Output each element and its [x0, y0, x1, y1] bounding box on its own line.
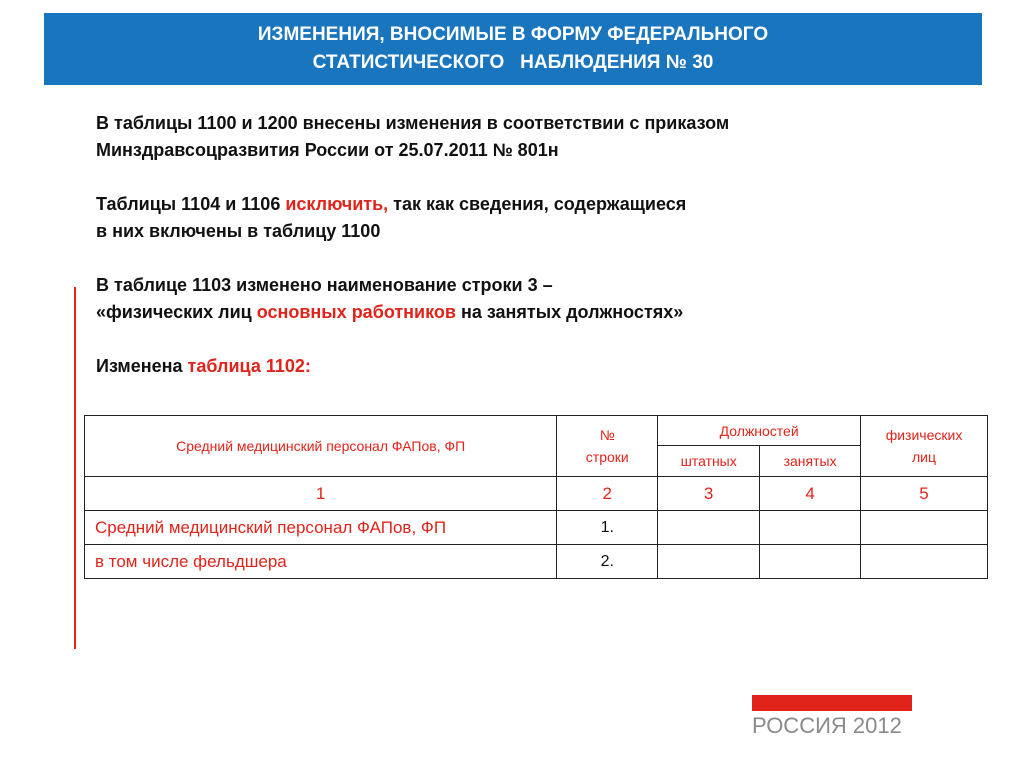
paragraph-4-line [96, 353, 956, 380]
paragraph-1-line-1: В таблицы 1100 и 1200 внесены изменения в соответствии с приказом [96, 113, 730, 133]
paragraph-2 [96, 191, 956, 245]
header-col-individuals-line-2: лиц [912, 449, 937, 465]
table-row [85, 511, 988, 545]
paragraph-3-line-2 [96, 299, 956, 326]
paragraph-1 [96, 110, 956, 164]
left-accent-line [74, 287, 76, 649]
footer-accent-bar [752, 695, 912, 711]
paragraph-2-text-a: Таблицы 1104 и 1106 [96, 194, 286, 214]
column-number: 4 [760, 477, 861, 511]
table-cell [760, 511, 861, 545]
title-banner [44, 13, 982, 85]
row-number: 1. [557, 511, 658, 545]
paragraph-3-text-a: «физических лиц [96, 302, 257, 322]
paragraph-3-line-1: В таблице 1103 изменено наименование строки 3 – [96, 275, 553, 295]
footer-text: РОССИЯ 2012 [752, 713, 902, 738]
header-group-positions: Должностей [658, 416, 861, 446]
column-number: 1 [85, 477, 557, 511]
header-col-individuals [861, 416, 988, 477]
paragraph-4-highlight: таблица 1102: [187, 356, 311, 376]
column-number: 5 [861, 477, 988, 511]
paragraph-2-line-1 [96, 191, 956, 218]
header-col-row-number-line-2: строки [585, 449, 629, 465]
title-line-1: ИЗМЕНЕНИЯ, ВНОСИМЫЕ В ФОРМУ ФЕДЕРАЛЬНОГО [257, 24, 769, 45]
header-sub-occupied: занятых [760, 446, 861, 477]
header-sub-staff: штатных [658, 446, 760, 477]
header-col-row-number [557, 416, 658, 477]
paragraph-2-line-2: в них включены в таблицу 1100 [96, 221, 381, 241]
paragraph-4-text: Изменена [96, 356, 188, 376]
paragraph-3-text-b: на занятых должностях» [455, 302, 684, 322]
table-cell [861, 545, 988, 579]
table-cell [861, 511, 988, 545]
paragraph-2-text-b: так как сведения, содержащиеся [388, 194, 687, 214]
table-row [85, 545, 988, 579]
paragraph-2-highlight: исключить, [285, 194, 389, 214]
column-number: 2 [557, 477, 658, 511]
body-text [96, 110, 956, 407]
paragraph-4 [96, 353, 956, 380]
row-number: 2. [557, 545, 658, 579]
table-cell [658, 545, 760, 579]
table-header-row-1 [85, 416, 988, 446]
table-numbering-row [85, 477, 988, 511]
title-line-2: СТАТИСТИЧЕСКОГО НАБЛЮДЕНИЯ № 30 [312, 52, 714, 73]
paragraph-3-highlight: основных работников [256, 302, 456, 322]
column-number: 3 [658, 477, 760, 511]
paragraph-1-line-2: Минздравсоцразвития России от 25.07.2011 № 801н [96, 140, 559, 160]
paragraph-3 [96, 272, 956, 326]
header-col-individuals-line-1: физических [885, 427, 963, 443]
row-label: в том числе фельдшера [85, 545, 557, 579]
row-label: Средний медицинский персонал ФАПов, ФП [85, 511, 557, 545]
header-col-name: Средний медицинский персонал ФАПов, ФП [85, 416, 557, 477]
table-cell [760, 545, 861, 579]
header-col-row-number-line-1: № [599, 427, 615, 443]
table-cell [658, 511, 760, 545]
table-1102 [84, 415, 988, 579]
